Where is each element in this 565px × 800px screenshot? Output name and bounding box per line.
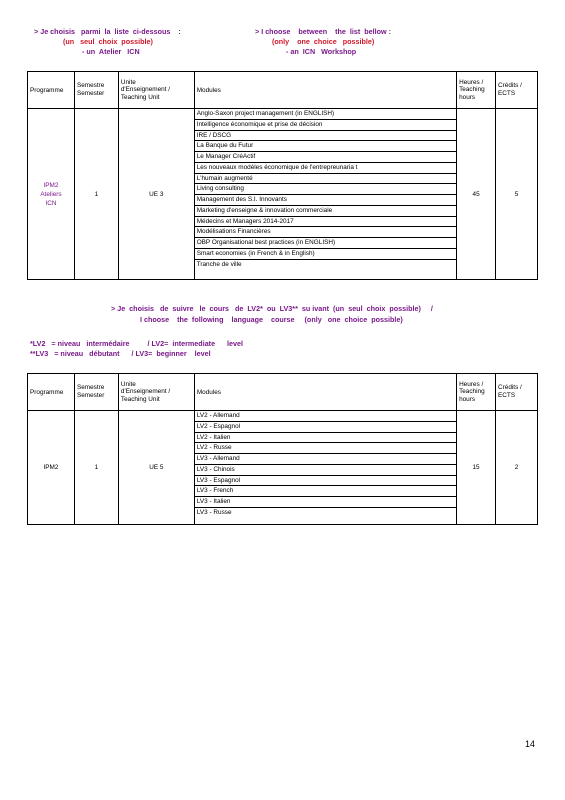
- header-teaching-unit: Unite d'Enseignement / Teaching Unit: [118, 374, 194, 411]
- module-item: LV3 - French: [195, 486, 456, 497]
- modules-cell: [194, 411, 456, 525]
- module-item: Le Manager CréActif: [195, 152, 456, 163]
- module-item: LV3 - Espagnol: [195, 476, 456, 487]
- module-item: LV2 - Espagnol: [195, 422, 456, 433]
- module-item: Médecins et Managers 2014-2017: [195, 217, 456, 228]
- programme-cell: IPM2: [28, 411, 75, 525]
- module-item: La Banque du Futur: [195, 141, 456, 152]
- module-list: [195, 109, 456, 269]
- header-hours: Heures / Teaching hours: [457, 374, 496, 411]
- intro-en-line1: > I choose between the list bellow :: [255, 27, 391, 36]
- modules-cell: [194, 109, 456, 280]
- language-table: [27, 373, 538, 525]
- table-row: [28, 109, 538, 280]
- module-item: Management des S.I. Innovants: [195, 195, 456, 206]
- level-lv3: **LV3 = niveau débutant / LV3= beginner level: [30, 349, 211, 358]
- module-item: OBP Organisational best practices (in ENGLISH): [195, 238, 456, 249]
- lang-intro-line2: I choose the following language course (only one choice possible): [140, 315, 403, 324]
- module-item: LV3 - Russe: [196, 508, 232, 516]
- unit-cell: UE 3: [118, 109, 194, 280]
- module-item: Anglo-Saxon project management (in ENGLISH): [195, 109, 456, 120]
- workshop-table: [27, 71, 538, 280]
- header-programme: Programme: [28, 374, 75, 411]
- module-list: [195, 411, 456, 518]
- module-item: Tranche de ville: [196, 260, 242, 268]
- hours-cell: 15: [457, 411, 496, 525]
- table-header-row: [28, 72, 538, 109]
- table-row: [28, 411, 538, 525]
- header-semester: Semestre Semester: [74, 72, 118, 109]
- header-modules: Modules: [194, 72, 456, 109]
- credits-cell: 5: [496, 109, 538, 280]
- module-item: LV2 - Russe: [195, 443, 456, 454]
- intro-en-line2: (only one choice possible): [272, 37, 375, 46]
- semester-cell: 1: [74, 411, 118, 525]
- intro-fr-line1: > Je choisis parmi la liste ci-dessous :: [34, 27, 181, 36]
- semester-cell: 1: [74, 109, 118, 280]
- header-credits: Crédits / ECTS: [496, 72, 538, 109]
- programme-cell: IPM2 Ateliers ICN: [28, 109, 75, 280]
- intro-en-line3: - an ICN Workshop: [286, 47, 357, 56]
- page-number: 14: [525, 739, 536, 749]
- header-modules: Modules: [194, 374, 456, 411]
- module-item: IRE / DSCG: [195, 131, 456, 142]
- header-semester: Semestre Semester: [74, 374, 118, 411]
- module-item: Les nouveaux modèles économique de l'entrepreunaria t: [195, 163, 456, 174]
- module-item: LV2 - Allemand: [195, 411, 456, 422]
- intro-fr-line2: (un seul choix possible): [63, 37, 153, 46]
- credits-cell: 2: [496, 411, 538, 525]
- module-item: Modélisations Financières: [195, 227, 456, 238]
- module-item: LV3 - Allemand: [195, 454, 456, 465]
- module-item: LV3 - Italien: [195, 497, 456, 508]
- header-hours: Heures / Teaching hours: [457, 72, 496, 109]
- module-item: LV2 - Italien: [195, 433, 456, 444]
- module-item: Smart economies (in French & in English): [195, 249, 456, 260]
- header-teaching-unit: Unite d'Enseignement / Teaching Unit: [118, 72, 194, 109]
- table-header-row: [28, 374, 538, 411]
- header-programme: Programme: [28, 72, 75, 109]
- unit-cell: UE 5: [118, 411, 194, 525]
- header-credits: Crédits / ECTS: [496, 374, 538, 411]
- module-item: LV3 - Chinois: [195, 465, 456, 476]
- level-lv2: *LV2 = niveau intermédaire / LV2= intermediate level: [30, 339, 244, 348]
- module-item: Intelligence économique et prise de décision: [195, 120, 456, 131]
- lang-intro-line1: > Je choisis de suivre le cours de LV2* ou LV3** su ivant (un seul choix possible) /: [111, 304, 433, 313]
- hours-cell: 45: [457, 109, 496, 280]
- intro-fr-line3: - un Atelier ICN: [82, 47, 140, 56]
- module-item: Marketing d'enseigne & innovation commerciale: [195, 206, 456, 217]
- module-item: Living consulting: [195, 184, 456, 195]
- module-item: L'humain augmenté: [195, 174, 456, 185]
